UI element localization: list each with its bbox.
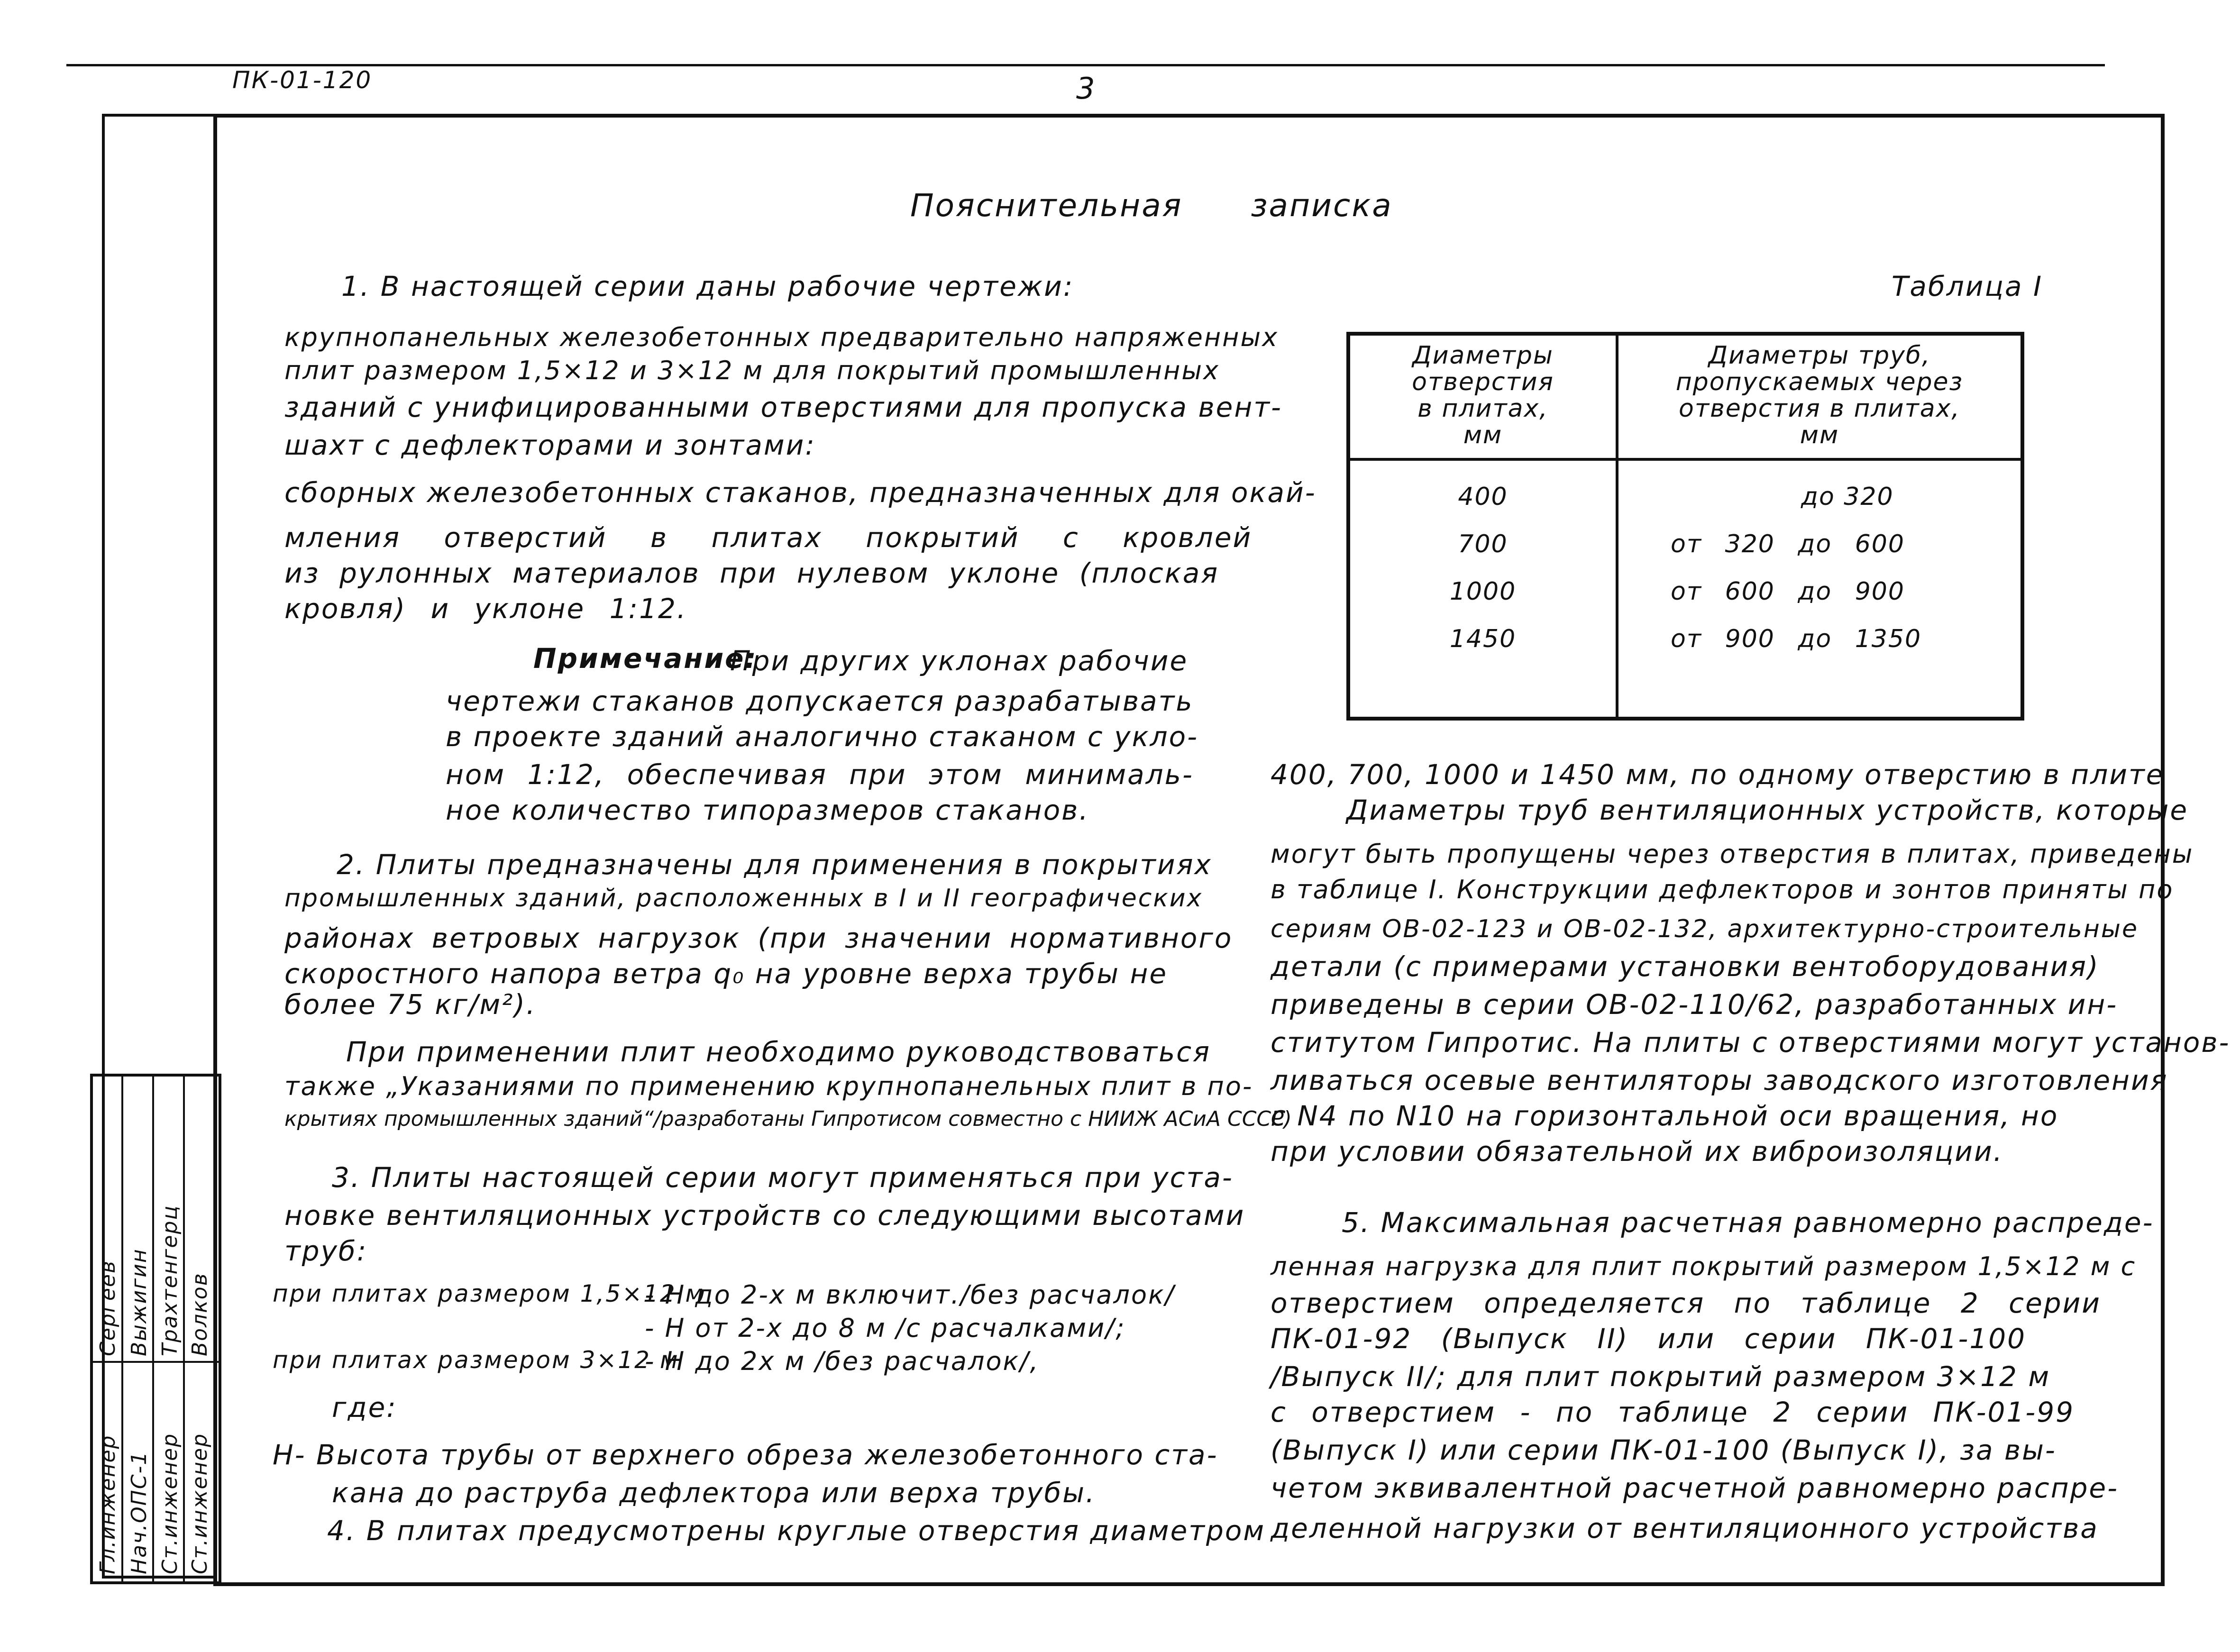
item5-line-4: ПК-01-92 (Выпуск II) или серии ПК-01-100 <box>1271 1323 2027 1355</box>
item2-line-8: крытиях промышленных зданий“/разработаны Гипротисом совместно с НИИЖ АСиА СССР) <box>284 1107 1292 1131</box>
item5-line-1: 5. Максимальная расчетная равномерно распреде- <box>1342 1206 2154 1239</box>
right-line-3: могут быть пропущены через отверстия в плитах, приведены <box>1271 839 2194 869</box>
item2-line-5: более 75 кг/м²). <box>284 988 537 1021</box>
table-row-d-4: 1450 <box>1449 625 1517 653</box>
table-header-pipes: Диаметры труб, пропускаемых через отверстия в плитах, мм <box>1617 334 2022 459</box>
item5-line-5: /Выпуск II/; для плит покрытий размером 3×12 м <box>1271 1360 2051 1393</box>
stamp-name-4: Волков <box>188 1272 212 1356</box>
item2-line-6: При применении плит необходимо руководствоваться <box>346 1036 1211 1068</box>
item5-line-2: ленная нагрузка для плит покрытий размером 1,5×12 м с <box>1271 1251 2137 1281</box>
stamp-name-3: Трахтенгерц <box>158 1205 182 1356</box>
table-row-p-2: от 320 до 600 <box>1671 530 1905 558</box>
item3-line-2: новке вентиляционных устройств со следующими высотами <box>284 1199 1245 1232</box>
table-row-p-4: от 900 до 1350 <box>1671 625 1922 653</box>
note-line-1: При других уклонах рабочие <box>730 645 1189 677</box>
diameter-table <box>1346 332 2024 721</box>
left-line-8: из рулонных материалов при нулевом уклоне (плоская <box>284 557 1219 589</box>
stamp-name-1: Сергеев <box>96 1260 120 1356</box>
stamp-role-2: Нач.ОПС-1 <box>127 1451 151 1574</box>
left-line-6: сборных железобетонных стаканов, предназначенных для окай- <box>284 476 1317 509</box>
h-def-line-2: кана до раструба дефлектора или верха трубы. <box>332 1477 1096 1509</box>
left-line-9: кровля) и уклоне 1:12. <box>284 593 687 625</box>
h-def-line-1: Н- Высота трубы от верхнего обреза железобетонного ста- <box>273 1439 1218 1471</box>
right-line-5: сериям ОВ-02-123 и ОВ-02-132, архитектурно-строительные <box>1271 915 2139 943</box>
stamp-block <box>90 1074 221 1584</box>
doc-code: ПК-01-120 <box>232 66 373 94</box>
note-line-3: в проекте зданий аналогично стаканом с укло- <box>446 721 1199 753</box>
pipe-val-3: - Н до 2х м /без расчалок/, <box>645 1346 1040 1376</box>
item3-line-1: 3. Плиты настоящей серии могут применяться при уста- <box>332 1161 1234 1194</box>
left-line-1: 1. В настоящей серии даны рабочие чертежи: <box>341 270 1074 302</box>
item2-line-2: промышленных зданий, расположенных в I и II географических <box>284 884 1203 913</box>
item2-line-1: 2. Плиты предназначены для применения в покрытиях <box>337 849 1212 881</box>
item4-line: 4. В плитах предусмотрены круглые отверстия диаметром <box>327 1515 1266 1547</box>
note-line-4: ном 1:12, обеспечивая при этом минималь- <box>446 758 1194 791</box>
right-line-6: детали (с примерами установки вентоборудования) <box>1271 950 2100 983</box>
left-line-3: плит размером 1,5×12 и 3×12 м для покрытий промышленных <box>284 356 1220 385</box>
right-line-2: Диаметры труб вентиляционных устройств, которые <box>1346 794 2189 826</box>
stamp-role-3: Ст.инженер <box>158 1433 182 1574</box>
right-line-9: ливаться осевые вентиляторы заводского изготовления <box>1271 1064 2168 1096</box>
table-row-d-2: 700 <box>1458 530 1508 558</box>
table-row-d-1: 400 <box>1458 483 1508 511</box>
stamp-role-4: Ст.инженер <box>188 1433 212 1574</box>
item2-line-7: также „Указаниями по применению крупнопанельных плит в по- <box>284 1071 1253 1101</box>
table-row-p-1: до 320 <box>1801 483 1894 511</box>
stamp-role-1: Гл.инженер <box>96 1434 120 1574</box>
table-row-p-3: от 600 до 900 <box>1671 577 1905 606</box>
right-line-4: в таблице I. Конструкции дефлекторов и зонтов приняты по <box>1271 875 2174 904</box>
note-label: Примечание: <box>533 642 758 675</box>
table-row-d-3: 1000 <box>1449 577 1517 606</box>
item2-line-3: районах ветровых нагрузок (при значении нормативного <box>284 922 1233 954</box>
page-number: 3 <box>1076 71 1097 106</box>
pipe-val-1: - Н до 2-х м включит./без расчалок/ <box>645 1280 1175 1310</box>
item3-line-3: труб: <box>284 1235 368 1267</box>
item5-line-7: (Выпуск I) или серии ПК-01-100 (Выпуск I), за вы- <box>1271 1434 2057 1466</box>
right-line-10: с N4 по N10 на горизонтальной оси вращения, но <box>1271 1100 2059 1132</box>
table-header-holes: Диаметры отверстия в плитах, мм <box>1348 334 1617 459</box>
item5-line-9: деленной нагрузки от вентиляционного устройства <box>1271 1512 2099 1544</box>
left-line-5: шахт с дефлекторами и зонтами: <box>284 429 816 461</box>
right-line-7: приведены в серии ОВ-02-110/62, разработанных ин- <box>1271 988 2118 1021</box>
left-line-7: мления отверстий в плитах покрытий с кровлей <box>284 521 1253 554</box>
item5-line-8: четом эквивалентной расчетной равномерно распре- <box>1271 1472 2119 1504</box>
right-line-11: при условии обязательной их виброизоляции. <box>1271 1135 2004 1168</box>
page-title: Пояснительная записка <box>910 187 1393 224</box>
table-caption: Таблица I <box>1892 270 2043 302</box>
item5-line-3: отверстием определяется по таблице 2 серии <box>1271 1287 2101 1319</box>
stamp-name-2: Выжигин <box>127 1248 151 1356</box>
note-line-2: чертежи стаканов допускается разрабатывать <box>446 685 1194 717</box>
binding-top-line <box>102 114 216 117</box>
pipe-val-2: - Н от 2-х до 8 м /с расчалками/; <box>645 1313 1126 1343</box>
table-body <box>1348 459 2022 719</box>
right-line-8: ститутом Гипротис. На плиты с отверстиями могут установ- <box>1271 1026 2231 1059</box>
pipe-cond-3: при плитах размером 3×12 м <box>273 1346 679 1374</box>
note-line-5: ное количество типоразмеров стаканов. <box>446 794 1089 826</box>
item2-line-4: скоростного напора ветра q₀ на уровне верха трубы не <box>284 958 1168 990</box>
right-line-1: 400, 700, 1000 и 1450 мм, по одному отверстию в плите <box>1271 758 2165 791</box>
left-line-4: зданий с унифицированными отверстиями для пропуска вент- <box>284 391 1282 423</box>
pipe-cond-1: при плитах размером 1,5×12 м <box>273 1280 705 1307</box>
where-label: где: <box>332 1391 397 1424</box>
item5-line-6: с отверстием - по таблице 2 серии ПК-01-99 <box>1271 1396 2075 1428</box>
left-line-2: крупнопанельных железобетонных предварительно напряженных <box>284 322 1279 352</box>
